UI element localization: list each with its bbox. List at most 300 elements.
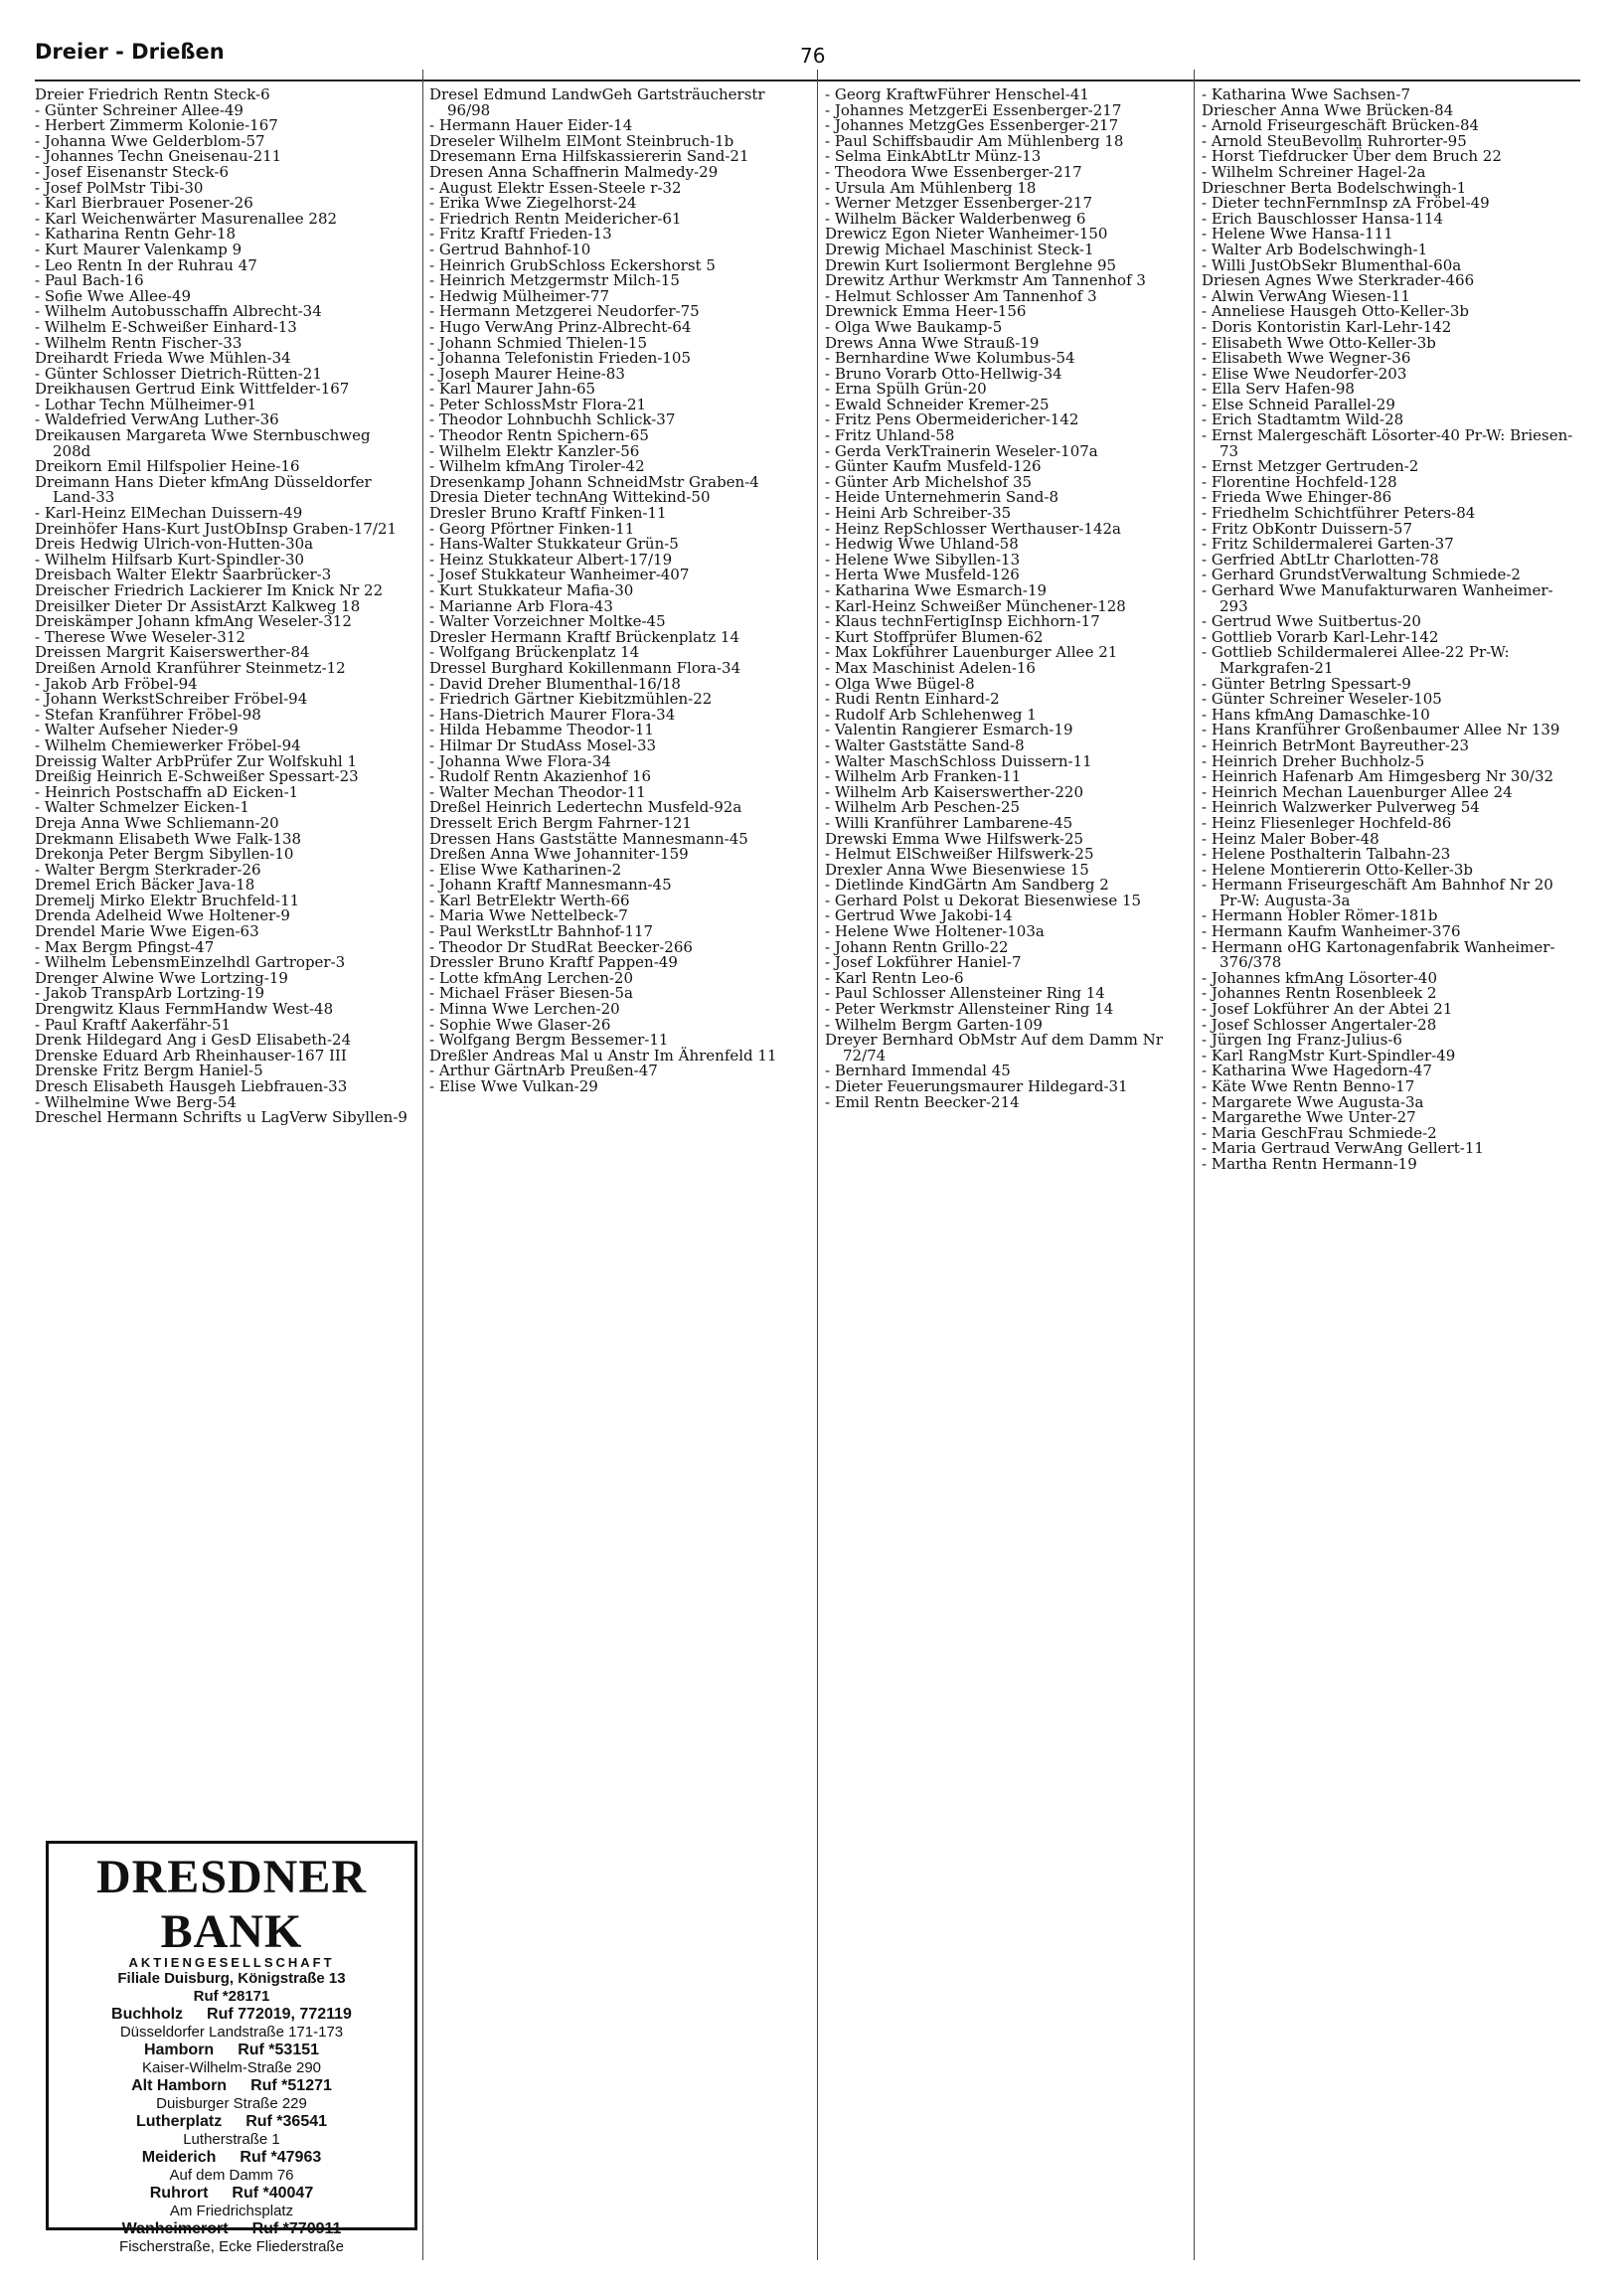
dresdner-bank-advertisement bbox=[46, 1841, 417, 2255]
directory-entry: - Karl-Heinz Schweißer Münchener-128 bbox=[825, 596, 1126, 615]
directory-entry: - Paul WerkstLtr Bahnhof-117 bbox=[429, 922, 654, 941]
directory-entry: - Minna Wwe Lerchen-20 bbox=[429, 1000, 620, 1019]
directory-entry: - Heinrich BetrMont Bayreuther-23 bbox=[1202, 736, 1470, 754]
directory-entry: - Frieda Wwe Ehinger-86 bbox=[1202, 488, 1392, 507]
directory-entry: - Karl Bierbrauer Posener-26 bbox=[35, 194, 253, 213]
directory-entry: - Theodor Lohnbuchh Schlick-37 bbox=[429, 410, 676, 429]
directory-entry: Dressen Hans Gaststätte Mannesmann-45 bbox=[429, 829, 748, 848]
directory-entry: Drewin Kurt Isoliermont Berglehne 95 bbox=[825, 255, 1117, 274]
directory-column-4 bbox=[1202, 87, 1575, 1173]
directory-entry: - Herbert Zimmerm Kolonie-167 bbox=[35, 116, 278, 135]
branch-address: Düsseldorfer Landstraße 171-173 bbox=[119, 2024, 344, 2041]
directory-entry: Dreyer Bernhard ObMstr Auf dem Damm Nr 72/74 bbox=[825, 1031, 1163, 1064]
branch-name: Ruhrort bbox=[149, 2185, 209, 2202]
directory-entry: - Katharina Wwe Sachsen-7 bbox=[1202, 85, 1410, 103]
directory-entry: - Wilhelm Rentn Fischer-33 bbox=[35, 333, 243, 352]
directory-entry: Dreßel Heinrich Ledertechn Musfeld-92a bbox=[429, 798, 742, 817]
directory-entry: - Theodora Wwe Essenberger-217 bbox=[825, 162, 1082, 181]
directory-entry: - Elisabeth Wwe Wegner-36 bbox=[1202, 349, 1411, 368]
directory-entry: - Wilhelm Hilfsarb Kurt-Spindler-30 bbox=[35, 550, 305, 569]
directory-entry: Dreseler Wilhelm ElMont Steinbruch-1b bbox=[429, 131, 734, 150]
branch-address: Lutherstraße 1 bbox=[183, 2131, 280, 2148]
branch-address: Duisburger Straße 229 bbox=[156, 2095, 307, 2112]
directory-entry: - Helmut Schlosser Am Tannenhof 3 bbox=[825, 286, 1097, 305]
directory-entry: - Wilhelm LebensmEinzelhdl Gartroper-3 bbox=[35, 953, 346, 972]
directory-entry: Dreßen Anna Wwe Johanniter-159 bbox=[429, 845, 689, 864]
directory-entry: - Ella Serv Hafen-98 bbox=[1202, 380, 1355, 399]
directory-entry: - Hermann Metzgerei Neudorfer-75 bbox=[429, 302, 700, 321]
directory-entry: Drenger Alwine Wwe Lortzing-19 bbox=[35, 968, 288, 987]
directory-entry: Dresselt Erich Bergm Fahrner-121 bbox=[429, 813, 692, 832]
directory-entry: - Johanna Telefonistin Frieden-105 bbox=[429, 349, 691, 368]
directory-entry: - Heinrich Dreher Buchholz-5 bbox=[1202, 751, 1425, 770]
directory-column-2 bbox=[429, 87, 803, 1095]
directory-entry: - Helene Wwe Hansa-111 bbox=[1202, 225, 1393, 244]
directory-entry: - Peter SchlossMstr Flora-21 bbox=[429, 395, 647, 413]
directory-entry: - Helmut ElSchweißer Hilfswerk-25 bbox=[825, 845, 1094, 864]
directory-entry: Dreikorn Emil Hilfspolier Heine-16 bbox=[35, 457, 300, 476]
branch-name: Wanheimerort bbox=[121, 2220, 229, 2237]
branch-address: Am Friedrichsplatz bbox=[169, 2203, 294, 2219]
directory-entry: Dremel Erich Bäcker Java-18 bbox=[35, 876, 255, 895]
directory-entry: - Karl Weichenwärter Masurenallee 282 bbox=[35, 209, 338, 228]
directory-entry: Drewnick Emma Heer-156 bbox=[825, 302, 1027, 321]
directory-entry: - Karl BetrElektr Werth-66 bbox=[429, 891, 630, 909]
directory-entry: - Josef PolMstr Tibi-30 bbox=[35, 178, 204, 197]
directory-entry: - Johanna Wwe Flora-34 bbox=[429, 751, 611, 770]
directory-entry: - Johannes kfmAng Lösorter-40 bbox=[1202, 968, 1437, 987]
branch-address: Kaiser-Wilhelm-Straße 290 bbox=[141, 2059, 322, 2076]
directory-entry: Dreis Hedwig Ulrich-von-Hutten-30a bbox=[35, 535, 314, 554]
directory-entry: - Florentine Hochfeld-128 bbox=[1202, 472, 1397, 491]
directory-entry: - Fritz Pens Obermeidericher-142 bbox=[825, 410, 1079, 429]
directory-entry: - Lotte kfmAng Lerchen-20 bbox=[429, 968, 634, 987]
directory-entry: - Walter Aufseher Nieder-9 bbox=[35, 721, 239, 739]
directory-entry: - Alwin VerwAng Wiesen-11 bbox=[1202, 286, 1410, 305]
directory-entry: - Karl Rentn Leo-6 bbox=[825, 968, 964, 987]
directory-entry: - Hans Kranführer Großenbaumer Allee Nr 139 bbox=[1202, 721, 1560, 739]
directory-entry: - Dietlinde KindGärtn Am Sandberg 2 bbox=[825, 876, 1109, 895]
directory-entry: - Elise Wwe Neudorfer-203 bbox=[1202, 364, 1407, 383]
directory-entry: - Hans kfmAng Damaschke-10 bbox=[1202, 705, 1430, 724]
directory-entry: - Johannes Rentn Rosenbleek 2 bbox=[1202, 984, 1437, 1003]
directory-entry: Dresen Anna Schaffnerin Malmedy-29 bbox=[429, 162, 719, 181]
directory-entry: - Walter MaschSchloss Duissern-11 bbox=[825, 751, 1092, 770]
directory-entry: - Heinrich Metzgermstr Milch-15 bbox=[429, 271, 680, 290]
directory-entry: - Johanna Wwe Gelderblom-57 bbox=[35, 131, 265, 150]
directory-entry: - Emil Rentn Beecker-214 bbox=[825, 1092, 1020, 1111]
directory-entry: - Maria GeschFrau Schmiede-2 bbox=[1202, 1123, 1437, 1142]
directory-entry: - Fritz Kraftf Frieden-13 bbox=[429, 225, 612, 244]
directory-entry: Dresia Dieter technAng Wittekind-50 bbox=[429, 488, 711, 507]
directory-entry: - Johannes Techn Gneisenau-211 bbox=[35, 147, 282, 166]
directory-entry: - Arthur GärtnArb Preußen-47 bbox=[429, 1062, 658, 1080]
directory-entry: - Georg Pförtner Finken-11 bbox=[429, 519, 635, 538]
directory-entry: - Wilhelm Schreiner Hagel-2a bbox=[1202, 162, 1426, 181]
directory-entry: Dreißen Arnold Kranführer Steinmetz-12 bbox=[35, 658, 346, 677]
directory-entry: Drewski Emma Wwe Hilfswerk-25 bbox=[825, 829, 1084, 848]
directory-entry: - Ernst Malergeschäft Lösorter-40 Pr-W: Briesen-73 bbox=[1202, 426, 1573, 460]
directory-entry: Drendel Marie Wwe Eigen-63 bbox=[35, 922, 259, 941]
directory-entry: - Heinz RepSchlosser Werthauser-142a bbox=[825, 519, 1121, 538]
directory-entry: Dreiskämper Johann kfmAng Weseler-312 bbox=[35, 612, 352, 631]
directory-entry: - Rudolf Rentn Akazienhof 16 bbox=[429, 767, 652, 786]
directory-entry: - Walter Vorzeichner Moltke-45 bbox=[429, 612, 666, 631]
directory-entry: - Theodor Dr StudRat Beecker-266 bbox=[429, 937, 693, 956]
directory-entry: - Hermann Hobler Römer-181b bbox=[1202, 906, 1438, 925]
directory-entry: - Josef Stukkateur Wanheimer-407 bbox=[429, 566, 690, 584]
directory-entry: - Margarete Wwe Augusta-3a bbox=[1202, 1092, 1424, 1111]
directory-entry: Drews Anna Wwe Strauß-19 bbox=[825, 333, 1040, 352]
header-rule bbox=[35, 80, 1580, 82]
directory-entry: - Gertrud Wwe Jakobi-14 bbox=[825, 906, 1013, 925]
directory-entry: - Katharina Wwe Hagedorn-47 bbox=[1202, 1062, 1432, 1080]
directory-entry: - Helene Wwe Sibyllen-13 bbox=[825, 550, 1021, 569]
directory-entry: - Ewald Schneider Kremer-25 bbox=[825, 395, 1050, 413]
directory-entry: - Erich Bauschlosser Hansa-114 bbox=[1202, 209, 1444, 228]
directory-entry: - Jakob Arb Fröbel-94 bbox=[35, 674, 198, 693]
directory-entry: Dreimann Hans Dieter kfmAng Düsseldorfer Land-33 bbox=[35, 472, 372, 507]
directory-entry: Drenda Adelheid Wwe Holtener-9 bbox=[35, 906, 290, 925]
directory-entry: - Heinz Stukkateur Albert-17/19 bbox=[429, 550, 673, 569]
directory-entry: Drekmann Elisabeth Wwe Falk-138 bbox=[35, 829, 302, 848]
bank-main-phone: Ruf *28171 bbox=[193, 1988, 270, 2005]
directory-entry: Dreißig Heinrich E-Schweißer Spessart-23 bbox=[35, 767, 359, 786]
directory-entry: - Heinrich Hafenarb Am Himgesberg Nr 30/32 bbox=[1202, 767, 1554, 786]
directory-entry: - Olga Wwe Baukamp-5 bbox=[825, 317, 1003, 336]
directory-entry: - Margarethe Wwe Unter-27 bbox=[1202, 1108, 1416, 1127]
directory-entry: - Katharina Wwe Esmarch-19 bbox=[825, 581, 1048, 599]
directory-entry: - Jakob TranspArb Lortzing-19 bbox=[35, 984, 265, 1003]
directory-entry: - Katharina Rentn Gehr-18 bbox=[35, 225, 237, 244]
directory-entry: - Josef Lokführer Haniel-7 bbox=[825, 953, 1022, 972]
directory-entry: - Hedwig Mülheimer-77 bbox=[429, 286, 609, 305]
directory-entry: - Wolfgang Bergm Bessemer-11 bbox=[429, 1031, 669, 1050]
directory-entry: Dreschel Hermann Schrifts u LagVerw Sibyllen-9 bbox=[35, 1108, 407, 1127]
page-header bbox=[35, 34, 1580, 78]
directory-entry: Drieschner Berta Bodelschwingh-1 bbox=[1202, 178, 1467, 197]
directory-entry: - Heinrich GrubSchloss Eckershorst 5 bbox=[429, 255, 716, 274]
directory-entry: - Gerhard Wwe Manufakturwaren Wanheimer-293 bbox=[1202, 581, 1553, 615]
directory-column-3 bbox=[825, 87, 1199, 1110]
directory-entry: - Walter Bergm Sterkrader-26 bbox=[35, 860, 261, 879]
directory-entry: Dreissen Margrit Kaiserswerther-84 bbox=[35, 643, 310, 662]
directory-entry: - Paul Schiffsbaudir Am Mühlenberg 18 bbox=[825, 131, 1124, 150]
directory-entry: - Joseph Maurer Heine-83 bbox=[429, 364, 625, 383]
branch-phone: Ruf 772019, 772119 bbox=[207, 2006, 352, 2023]
branch-phone: Ruf *53151 bbox=[238, 2042, 320, 2058]
directory-entry: - Walter Gaststätte Sand-8 bbox=[825, 736, 1025, 754]
directory-entry: Dresler Hermann Kraftf Brückenplatz 14 bbox=[429, 627, 739, 646]
directory-entry: - Gerfried AbtLtr Charlotten-78 bbox=[1202, 550, 1439, 569]
directory-entry: Drewitz Arthur Werkmstr Am Tannenhof 3 bbox=[825, 271, 1146, 290]
directory-entry: Drengwitz Klaus FernmHandw West-48 bbox=[35, 1000, 334, 1019]
directory-entry: Dreier Friedrich Rentn Steck-6 bbox=[35, 85, 270, 103]
directory-entry: - Wilhelm Chemiewerker Fröbel-94 bbox=[35, 736, 301, 754]
directory-entry: - Friedrich Gärtner Kiebitzmühlen-22 bbox=[429, 690, 713, 709]
directory-entry: - Erika Wwe Ziegelhorst-24 bbox=[429, 194, 637, 213]
directory-entry: - Maria Gertraud VerwAng Gellert-11 bbox=[1202, 1139, 1484, 1158]
directory-entry: - Arnold SteuBevollm Ruhrorter-95 bbox=[1202, 131, 1467, 150]
directory-entry: - Fritz Schildermalerei Garten-37 bbox=[1202, 535, 1454, 554]
directory-entry: - Kurt Maurer Valenkamp 9 bbox=[35, 240, 243, 258]
directory-entry: - Lothar Techn Mülheimer-91 bbox=[35, 395, 257, 413]
directory-entry: - Fritz Uhland-58 bbox=[825, 426, 955, 445]
directory-entry: - Willi Kranführer Lambarene-45 bbox=[825, 813, 1073, 832]
directory-entry: Dresemann Erna Hilfskassiererin Sand-21 bbox=[429, 147, 749, 166]
directory-entry: - Wilhelm Bäcker Walderbenweg 6 bbox=[825, 209, 1086, 228]
branch-name: Lutherplatz bbox=[135, 2113, 223, 2130]
directory-entry: Drenske Fritz Bergm Haniel-5 bbox=[35, 1062, 263, 1080]
directory-entry: - Johann Kraftf Mannesmann-45 bbox=[429, 876, 672, 895]
directory-entry: - Wilhelm Elektr Kanzler-56 bbox=[429, 441, 640, 460]
directory-entry: - Günter Arb Michelshof 35 bbox=[825, 472, 1033, 491]
directory-entry: - Helene Posthalterin Talbahn-23 bbox=[1202, 845, 1451, 864]
directory-entry: - Wilhelm Arb Kaiserswerther-220 bbox=[825, 782, 1083, 801]
branch-phone: Ruf *51271 bbox=[250, 2077, 332, 2094]
directory-entry: - Johannes MetzgGes Essenberger-217 bbox=[825, 116, 1119, 135]
directory-entry: - Walter Arb Bodelschwingh-1 bbox=[1202, 240, 1428, 258]
directory-entry: - Herta Wwe Musfeld-126 bbox=[825, 566, 1020, 584]
directory-entry: - Kurt Stoffprüfer Blumen-62 bbox=[825, 627, 1044, 646]
bank-branch bbox=[49, 2149, 414, 2167]
directory-entry: - Hans-Walter Stukkateur Grün-5 bbox=[429, 535, 679, 554]
directory-entry: - Max Lokführer Lauenburger Allee 21 bbox=[825, 643, 1118, 662]
directory-entry: - Wilhelm Arb Franken-11 bbox=[825, 767, 1022, 786]
page-title: Dreier - Drießen bbox=[35, 40, 225, 64]
directory-entry: - Josef Lokführer An der Abtei 21 bbox=[1202, 1000, 1453, 1019]
page-number: 76 bbox=[800, 44, 826, 68]
directory-entry: - Hans-Dietrich Maurer Flora-34 bbox=[429, 705, 676, 724]
directory-entry: - Wolfgang Brückenplatz 14 bbox=[429, 643, 640, 662]
directory-entry: - Wilhelm kfmAng Tiroler-42 bbox=[429, 457, 645, 476]
bank-branch bbox=[49, 2220, 414, 2238]
directory-entry: - Paul Bach-16 bbox=[35, 271, 144, 290]
directory-entry: Dreinhöfer Hans-Kurt JustObInsp Graben-17/21 bbox=[35, 519, 398, 538]
directory-entry: - Dieter Feuerungsmaurer Hildegard-31 bbox=[825, 1077, 1128, 1095]
directory-entry: - Erich Stadtamtm Wild-28 bbox=[1202, 410, 1404, 429]
directory-entry: - Heinz Maler Bober-48 bbox=[1202, 829, 1380, 848]
directory-entry: Dreisilker Dieter Dr AssistArzt Kalkweg 18 bbox=[35, 596, 361, 615]
directory-entry: - Hermann oHG Kartonagenfabrik Wanheimer-376/378 bbox=[1202, 937, 1555, 972]
directory-entry: Dreischer Friedrich Lackierer Im Knick Nr 22 bbox=[35, 581, 384, 599]
directory-entry: - Waldefried VerwAng Luther-36 bbox=[35, 410, 279, 429]
directory-entry: Dreikhausen Gertrud Eink Wittfelder-167 bbox=[35, 380, 350, 399]
directory-entry: - Walter Schmelzer Eicken-1 bbox=[35, 798, 249, 817]
directory-entry: - Doris Kontoristin Karl-Lehr-142 bbox=[1202, 317, 1452, 336]
directory-entry: Dresel Edmund LandwGeh Gartsträucherstr 96/98 bbox=[429, 85, 765, 119]
directory-entry: - Josef Schlosser Angertaler-28 bbox=[1202, 1015, 1437, 1034]
directory-entry: - Wilhelm Arb Peschen-25 bbox=[825, 798, 1021, 817]
bank-main-branch: Filiale Duisburg, Königstraße 13 bbox=[117, 1970, 346, 1987]
directory-entry: Drenk Hildegard Ang i GesD Elisabeth-24 bbox=[35, 1031, 352, 1050]
directory-entry: - Ursula Am Mühlenberg 18 bbox=[825, 178, 1037, 197]
directory-entry: - Günter Schreiner Weseler-105 bbox=[1202, 690, 1442, 709]
directory-entry: Dreßler Andreas Mal u Anstr Im Ährenfeld 11 bbox=[429, 1046, 777, 1064]
directory-entry: - David Dreher Blumenthal-16/18 bbox=[429, 674, 681, 693]
directory-entry: - Gerda VerkTrainerin Weseler-107a bbox=[825, 441, 1098, 460]
branch-phone: Ruf *770911 bbox=[251, 2220, 342, 2237]
directory-entry: - Gottlieb Schildermalerei Allee-22 Pr-W: Markgrafen-21 bbox=[1202, 643, 1510, 677]
directory-entry: - Dieter technFernmInsp zA Fröbel-49 bbox=[1202, 194, 1490, 213]
directory-entry: - Bernhard Immendal 45 bbox=[825, 1062, 1011, 1080]
branch-phone: Ruf *47963 bbox=[240, 2149, 322, 2166]
directory-entry: - Hilmar Dr StudAss Mosel-33 bbox=[429, 736, 657, 754]
directory-entry: - Johann WerkstSchreiber Fröbel-94 bbox=[35, 690, 308, 709]
directory-entry: Drewicz Egon Nieter Wanheimer-150 bbox=[825, 225, 1108, 244]
directory-entry: - Olga Wwe Bügel-8 bbox=[825, 674, 975, 693]
directory-entry: - Johannes MetzgerEi Essenberger-217 bbox=[825, 100, 1122, 119]
directory-entry: - Else Schneid Parallel-29 bbox=[1202, 395, 1395, 413]
directory-entry: - Hedwig Wwe Uhland-58 bbox=[825, 535, 1019, 554]
directory-entry: - Helene Montiererin Otto-Keller-3b bbox=[1202, 860, 1473, 879]
column-divider bbox=[422, 70, 423, 2260]
directory-entry: Dreja Anna Wwe Schliemann-20 bbox=[35, 813, 279, 832]
directory-entry: - Maria Wwe Nettelbeck-7 bbox=[429, 906, 628, 925]
directory-entry: - Elise Wwe Katharinen-2 bbox=[429, 860, 622, 879]
directory-entry: - Gottlieb Vorarb Karl-Lehr-142 bbox=[1202, 627, 1439, 646]
directory-entry: - Michael Fräser Biesen-5a bbox=[429, 984, 633, 1003]
directory-entry: - Gertrud Bahnhof-10 bbox=[429, 240, 591, 258]
directory-entry: - Selma EinkAbtLtr Münz-13 bbox=[825, 147, 1042, 166]
directory-entry: - Gerhard GrundstVerwaltung Schmiede-2 bbox=[1202, 566, 1521, 584]
directory-entry: - Wilhelm E-Schweißer Einhard-13 bbox=[35, 317, 297, 336]
directory-entry: - Hermann Hauer Eider-14 bbox=[429, 116, 633, 135]
directory-entry: - Heini Arb Schreiber-35 bbox=[825, 504, 1012, 523]
directory-entry: - Werner Metzger Essenberger-217 bbox=[825, 194, 1093, 213]
directory-entry: Driesen Agnes Wwe Sterkrader-466 bbox=[1202, 271, 1475, 290]
directory-entry: - Helene Wwe Holtener-103a bbox=[825, 922, 1045, 941]
directory-entry: - Günter Schreiner Allee-49 bbox=[35, 100, 244, 119]
directory-entry: - Günter Kaufm Musfeld-126 bbox=[825, 457, 1042, 476]
directory-entry: - Elise Wwe Vulkan-29 bbox=[429, 1077, 598, 1095]
directory-entry: - Rudolf Arb Schlehenweg 1 bbox=[825, 705, 1037, 724]
directory-entry: Dreissig Walter ArbPrüfer Zur Wolfskuhl 1 bbox=[35, 751, 358, 770]
directory-entry: - Rudi Rentn Einhard-2 bbox=[825, 690, 1000, 709]
directory-entry: - Georg KraftwFührer Henschel-41 bbox=[825, 85, 1089, 103]
directory-entry: Dreihardt Frieda Wwe Mühlen-34 bbox=[35, 349, 291, 368]
directory-entry: - Marianne Arb Flora-43 bbox=[429, 596, 613, 615]
directory-entry: - Paul Schlosser Allensteiner Ring 14 bbox=[825, 984, 1105, 1003]
bank-branch bbox=[49, 2077, 414, 2095]
bank-branch-list bbox=[49, 2006, 414, 2256]
directory-entry: - Therese Wwe Weseler-312 bbox=[35, 627, 245, 646]
directory-entry: - Friedhelm Schichtführer Peters-84 bbox=[1202, 504, 1476, 523]
directory-entry: - Klaus technFertigInsp Eichhorn-17 bbox=[825, 612, 1100, 631]
directory-entry: - Willi JustObSekr Blumenthal-60a bbox=[1202, 255, 1462, 274]
branch-address: Auf dem Damm 76 bbox=[169, 2167, 294, 2184]
branch-name: Buchholz bbox=[111, 2006, 184, 2023]
directory-entry: - Horst Tiefdrucker Über dem Bruch 22 bbox=[1202, 147, 1502, 166]
directory-entry: Dressel Burghard Kokillenmann Flora-34 bbox=[429, 658, 741, 677]
directory-entry: - Stefan Kranführer Fröbel-98 bbox=[35, 705, 261, 724]
directory-entry: - Hermann Friseurgeschäft Am Bahnhof Nr 20 Pr-W: Augusta-3a bbox=[1202, 876, 1553, 909]
branch-phone: Ruf *36541 bbox=[245, 2113, 328, 2130]
directory-entry: - Hermann Kaufm Wanheimer-376 bbox=[1202, 922, 1461, 941]
directory-entry: Dresch Elisabeth Hausgeh Liebfrauen-33 bbox=[35, 1077, 348, 1095]
directory-entry: Dresenkamp Johann SchneidMstr Graben-4 bbox=[429, 472, 759, 491]
directory-entry: Drenske Eduard Arb Rheinhauser-167 III bbox=[35, 1046, 347, 1064]
directory-entry: - Josef Eisenanstr Steck-6 bbox=[35, 162, 230, 181]
directory-entry: - Peter Werkmstr Allensteiner Ring 14 bbox=[825, 1000, 1114, 1019]
branch-address: Fischerstraße, Ecke Fliederstraße bbox=[119, 2238, 344, 2255]
directory-entry: Drewig Michael Maschinist Steck-1 bbox=[825, 240, 1094, 258]
directory-entry: - Heinz Fliesenleger Hochfeld-86 bbox=[1202, 813, 1452, 832]
bank-branch bbox=[49, 2185, 414, 2203]
directory-entry: - Wilhelm Bergm Garten-109 bbox=[825, 1015, 1043, 1034]
directory-entry: - Theodor Rentn Spichern-65 bbox=[429, 426, 649, 445]
bank-subtitle: AKTIENGESELLSCHAFT bbox=[128, 1955, 335, 1970]
directory-entry: - Erna Spülh Grün-20 bbox=[825, 380, 987, 399]
directory-entry: - Karl Maurer Jahn-65 bbox=[429, 380, 596, 399]
directory-entry: - Günter Betrlng Spessart-9 bbox=[1202, 674, 1411, 693]
directory-entry: - Max Bergm Pfingst-47 bbox=[35, 937, 215, 956]
directory-entry: Driescher Anna Wwe Brücken-84 bbox=[1202, 100, 1454, 119]
directory-entry: - Käte Wwe Rentn Benno-17 bbox=[1202, 1077, 1415, 1095]
branch-phone: Ruf *40047 bbox=[232, 2185, 314, 2202]
directory-entry: - Karl-Heinz ElMechan Duissern-49 bbox=[35, 504, 303, 523]
directory-entry: Dremelj Mirko Elektr Bruchfeld-11 bbox=[35, 891, 300, 909]
directory-entry: - Valentin Rangierer Esmarch-19 bbox=[825, 721, 1073, 739]
directory-entry: - Heinrich Postschaffn aD Eicken-1 bbox=[35, 782, 299, 801]
directory-entry: - Sophie Wwe Glaser-26 bbox=[429, 1015, 611, 1034]
directory-entry: Drekonja Peter Bergm Sibyllen-10 bbox=[35, 845, 294, 864]
directory-entry: - Heinrich Mechan Lauenburger Allee 24 bbox=[1202, 782, 1513, 801]
directory-entry: - Martha Rentn Hermann-19 bbox=[1202, 1154, 1417, 1173]
directory-entry: Dresler Bruno Kraftf Finken-11 bbox=[429, 504, 667, 523]
directory-entry: - Sofie Wwe Allee-49 bbox=[35, 286, 192, 305]
bank-branch bbox=[49, 2042, 414, 2059]
branch-name: Meiderich bbox=[141, 2149, 217, 2166]
directory-entry: - Elisabeth Wwe Otto-Keller-3b bbox=[1202, 333, 1436, 352]
bank-name: DRESDNER BANK bbox=[95, 1851, 368, 1958]
directory-entry: - Jürgen Ing Franz-Julius-6 bbox=[1202, 1031, 1402, 1050]
directory-entry: - Fritz ObKontr Duissern-57 bbox=[1202, 519, 1413, 538]
directory-entry: - Kurt Stukkateur Mafia-30 bbox=[429, 581, 634, 599]
directory-entry: - Bernhardine Wwe Kolumbus-54 bbox=[825, 349, 1075, 368]
directory-entry: - Wilhelm Autobusschaffn Albrecht-34 bbox=[35, 302, 322, 321]
directory-entry: - Bruno Vorarb Otto-Hellwig-34 bbox=[825, 364, 1062, 383]
directory-entry: - Walter Mechan Theodor-11 bbox=[429, 782, 646, 801]
directory-entry: - Wilhelmine Wwe Berg-54 bbox=[35, 1092, 237, 1111]
directory-entry: - Gertrud Wwe Suitbertus-20 bbox=[1202, 612, 1421, 631]
directory-entry: - Max Maschinist Adelen-16 bbox=[825, 658, 1036, 677]
directory-entry: - Anneliese Hausgeh Otto-Keller-3b bbox=[1202, 302, 1469, 321]
directory-entry: Dressler Bruno Kraftf Pappen-49 bbox=[429, 953, 678, 972]
branch-name: Hamborn bbox=[143, 2042, 215, 2058]
bank-branch bbox=[49, 2006, 414, 2024]
column-divider bbox=[817, 70, 818, 2260]
directory-entry: - Leo Rentn In der Ruhrau 47 bbox=[35, 255, 257, 274]
directory-entry: - Johann Schmied Thielen-15 bbox=[429, 333, 648, 352]
directory-entry: Drexler Anna Wwe Biesenwiese 15 bbox=[825, 860, 1089, 879]
directory-entry: - Heinrich Walzwerker Pulverweg 54 bbox=[1202, 798, 1480, 817]
directory-entry: - Hugo VerwAng Prinz-Albrecht-64 bbox=[429, 317, 692, 336]
directory-entry: - Karl RangMstr Kurt-Spindler-49 bbox=[1202, 1046, 1456, 1064]
branch-name: Alt Hamborn bbox=[131, 2077, 228, 2094]
directory-entry: - Ernst Metzger Gertruden-2 bbox=[1202, 457, 1419, 476]
directory-entry: - Hilda Hebamme Theodor-11 bbox=[429, 721, 654, 739]
directory-entry: Dreikausen Margareta Wwe Sternbuschweg 208d bbox=[35, 426, 371, 460]
bank-branch bbox=[49, 2113, 414, 2131]
directory-column-1 bbox=[35, 87, 408, 1126]
directory-entry: - Günter Schlosser Dietrich-Rütten-21 bbox=[35, 364, 322, 383]
directory-entry: - Paul Kraftf Aakerfähr-51 bbox=[35, 1015, 232, 1034]
directory-entry: - Heide Unternehmerin Sand-8 bbox=[825, 488, 1059, 507]
directory-entry: - August Elektr Essen-Steele r-32 bbox=[429, 178, 682, 197]
directory-entry: - Arnold Friseurgeschäft Brücken-84 bbox=[1202, 116, 1480, 135]
directory-entry: - Gerhard Polst u Dekorat Biesenwiese 15 bbox=[825, 891, 1142, 909]
